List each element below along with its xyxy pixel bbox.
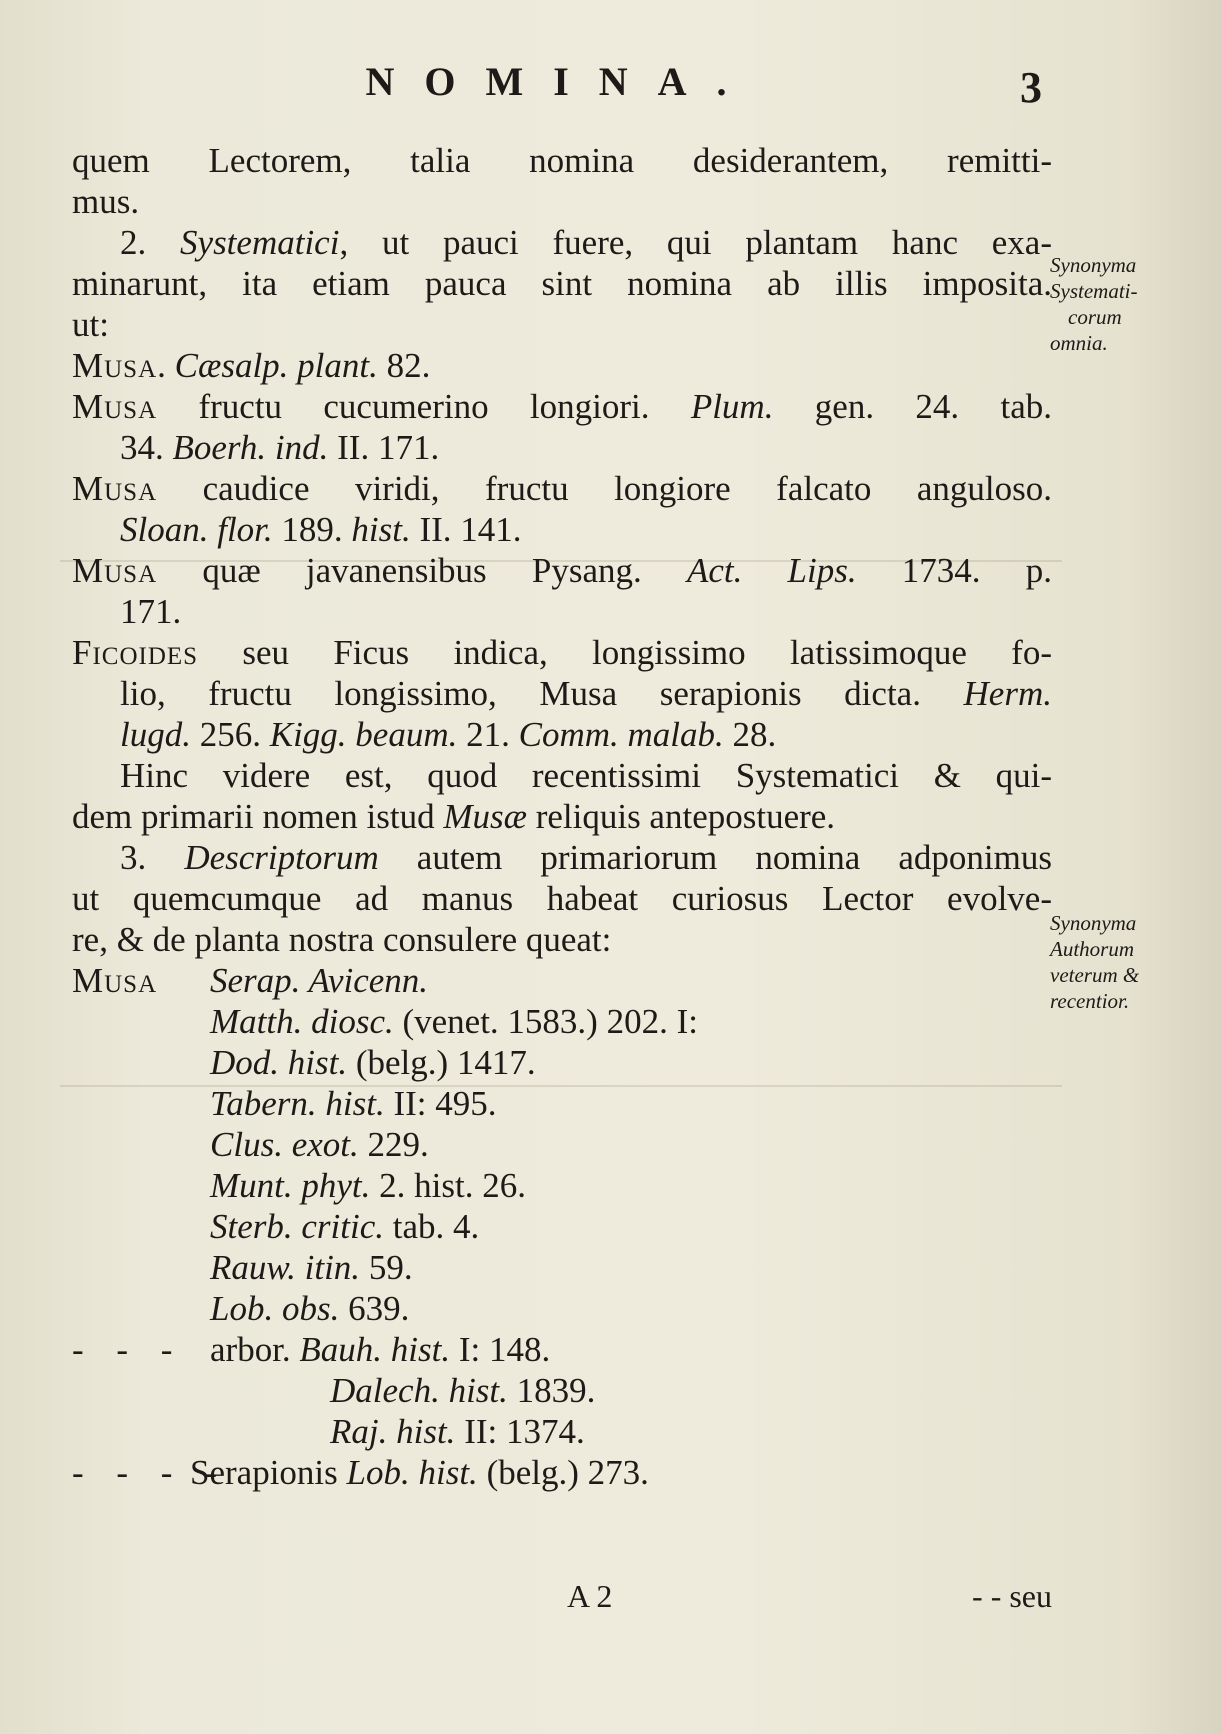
citation-line — [72, 1370, 1052, 1411]
citation: Serap. Avicenn. — [210, 961, 429, 1000]
genus-name: Ficoides — [72, 633, 199, 672]
citation: Sloan. flor. — [120, 510, 273, 549]
text-run: II: 1374. — [455, 1412, 585, 1451]
page-footer — [72, 1578, 1052, 1618]
citation: Rauw. itin. — [210, 1248, 361, 1287]
section-number: 3. — [120, 838, 185, 877]
text-line — [72, 837, 1052, 878]
section-heading: Systematici — [180, 223, 340, 262]
text-line — [72, 222, 1052, 263]
main-text — [72, 140, 1052, 1493]
text-run: 1839. — [507, 1371, 596, 1410]
citation-line — [72, 1124, 1052, 1165]
text-run: gen. 24. tab. — [773, 387, 1053, 426]
section-heading: Descriptorum — [184, 838, 379, 877]
text-run: tab. 4. — [384, 1207, 480, 1246]
text-run: fructu cucumerino longiori. — [157, 387, 691, 426]
citation-line — [72, 1206, 1052, 1247]
text-run: quæ javanensibus Pysang. — [157, 551, 687, 590]
text-line: ut: — [72, 305, 109, 344]
citation: Act. Lips. — [686, 551, 857, 590]
text-run: . — [157, 346, 175, 385]
synonym-entry — [72, 1452, 1052, 1493]
text-run: 1734. p. — [856, 551, 1053, 590]
text-run: 189. — [272, 510, 352, 549]
text-line: quem Lectorem, talia nomina desiderantem, remitti- — [72, 141, 1052, 180]
synonym-entry — [72, 550, 1052, 591]
text-line: mus. — [72, 182, 140, 221]
text-run: 256. — [190, 715, 270, 754]
genus-name: Musa — [72, 469, 158, 508]
text-run: 229. — [358, 1125, 429, 1164]
citation-line — [72, 1288, 1052, 1329]
text-line: Hinc videre est, quod recentissimi Systematici & qui- — [120, 756, 1052, 795]
text-run: (belg.) 1417. — [347, 1043, 536, 1082]
text-run: 2. hist. 26. — [370, 1166, 526, 1205]
margin-note-line: Systemati- — [1050, 279, 1138, 303]
text-run: 28. — [723, 715, 777, 754]
margin-note-line: recentior. — [1050, 989, 1130, 1013]
text-line: re, & de planta nostra consulere queat: — [72, 920, 612, 959]
citation-line — [72, 1083, 1052, 1124]
margin-note-authors — [1050, 910, 1200, 1014]
citation: Plum. — [690, 387, 774, 426]
text-run: 34. — [120, 428, 173, 467]
text-run: autem primariorum nomina adponimus — [378, 838, 1052, 877]
citation: lugd. — [120, 715, 191, 754]
text-run: dem primarii nomen istud — [72, 797, 444, 836]
ditto-dashes: - - - — [72, 1330, 185, 1369]
text-run: arbor. — [210, 1330, 300, 1369]
catchword: - - seu — [972, 1578, 1052, 1614]
text-run: 21. — [457, 715, 519, 754]
text-run: lio, fructu longissimo, Musa serapionis dicta. — [120, 674, 964, 713]
citation: Bauh. hist. — [299, 1330, 451, 1369]
margin-note-line: Synonyma — [1050, 911, 1137, 935]
genus-name: Musa — [72, 551, 158, 590]
citation: Lob. obs. — [210, 1289, 340, 1328]
text-line — [72, 714, 1052, 755]
citation-line — [72, 1411, 1052, 1452]
genus-name: Musa — [72, 387, 158, 426]
margin-note-line: omnia. — [1050, 331, 1108, 355]
citation: Matth. diosc. — [210, 1002, 394, 1041]
citation-line — [72, 1247, 1052, 1288]
text-line: ut quemcumque ad manus habeat curiosus Lector evolve- — [72, 879, 1052, 918]
synonym-entry — [72, 386, 1052, 427]
citation: Dalech. hist. — [330, 1371, 508, 1410]
margin-note-line: Authorum — [1050, 937, 1134, 961]
text-run: Serapionis — [190, 1453, 347, 1492]
citation: Lob. hist. — [346, 1453, 478, 1492]
citation: Munt. phyt. — [210, 1166, 371, 1205]
citation: Kigg. beaum. — [269, 715, 458, 754]
citation: Dod. hist. — [210, 1043, 348, 1082]
margin-note-line: Synonyma — [1050, 253, 1137, 277]
text-run: II. 171. — [328, 428, 440, 467]
text-line — [72, 427, 1052, 468]
ditto-dashes: - - - - — [72, 1453, 229, 1492]
text-run: (venet. 1583.) 202. I: — [393, 1002, 698, 1041]
margin-note-line: corum — [1068, 305, 1122, 329]
genus-name: Musa — [72, 346, 158, 385]
synonym-entry — [72, 468, 1052, 509]
text-run: Musæ — [443, 797, 527, 836]
text-line — [72, 509, 1052, 550]
citation: Raj. hist. — [330, 1412, 456, 1451]
citation-line — [72, 1165, 1052, 1206]
synonym-entry — [72, 960, 1052, 1001]
page-number: 3 — [1020, 63, 1042, 112]
citation: Herm. — [963, 674, 1052, 713]
margin-note-systematic — [1050, 252, 1200, 356]
text-run: reliquis antepostuere. — [526, 797, 836, 836]
running-title: NOMINA. — [365, 59, 757, 104]
signature-mark: A 2 — [567, 1578, 613, 1614]
text-run: 59. — [360, 1248, 413, 1287]
synonym-entry — [72, 632, 1052, 673]
citation: hist. — [351, 510, 411, 549]
text-run: seu Ficus indica, longissimo latissimoque fo- — [198, 633, 1052, 672]
synonym-entry — [72, 1329, 1052, 1370]
citation: Comm. malab. — [518, 715, 724, 754]
text-line: 171. — [120, 592, 182, 631]
text-run: I: 148. — [450, 1330, 551, 1369]
citation: Tabern. hist. — [210, 1084, 385, 1123]
text-line — [72, 673, 1052, 714]
section-number: 2. — [120, 223, 181, 262]
synonym-entry — [72, 345, 1052, 386]
text-run: II: 495. — [384, 1084, 497, 1123]
citation-line — [72, 1042, 1052, 1083]
citation: Sterb. critic. — [210, 1207, 384, 1246]
genus-name: Musa — [72, 961, 158, 1000]
text-run: 82. — [377, 346, 431, 385]
text-line — [72, 796, 1052, 837]
citation: Cæsalp. plant. — [174, 346, 378, 385]
text-line: minarunt, ita etiam pauca sint nomina ab illis imposita. — [72, 264, 1052, 303]
citation-line — [72, 1001, 1052, 1042]
margin-note-line: veterum & — [1050, 963, 1140, 987]
text-run: caudice viridi, fructu longiore falcato anguloso. — [157, 469, 1052, 508]
text-run: , ut pauci fuere, qui plantam hanc exa- — [339, 223, 1052, 262]
citation: Boerh. ind. — [172, 428, 329, 467]
text-run: II. 141. — [410, 510, 522, 549]
text-run: 639. — [339, 1289, 410, 1328]
citation: Clus. exot. — [210, 1125, 359, 1164]
text-run: (belg.) 273. — [477, 1453, 649, 1492]
